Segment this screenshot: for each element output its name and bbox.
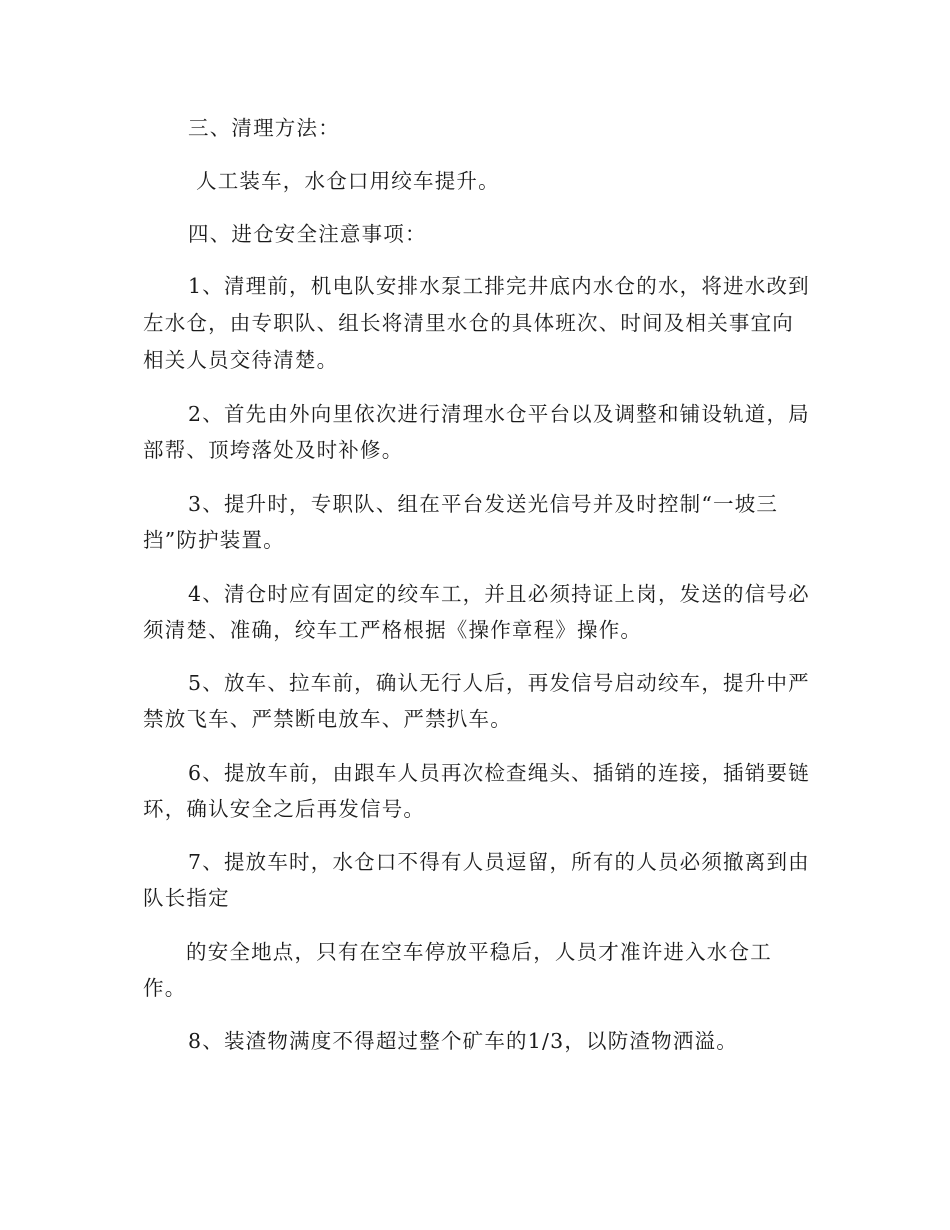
item-1-line-3: 相关人员交待清楚。 xyxy=(143,348,339,372)
item-3-line-2: 挡”防护装置。 xyxy=(143,528,285,552)
item-2-line-1: 2、首先由外向里依次进行清理水仓平台以及调整和铺设轨道，局 xyxy=(188,402,810,426)
item-5-line-2: 禁放飞车、严禁断电放车、严禁扒车。 xyxy=(143,707,512,731)
item-4-line-1: 4、清仓时应有固定的绞车工，并且必须持证上岗，发送的信号必 xyxy=(188,582,810,606)
item-1-line-2: 左水仓，由专职队、组长将清里水仓的具体班次、时间及相关事宜向 xyxy=(143,311,794,335)
item-7-line-1: 7、提放车时，水仓口不得有人员逗留，所有的人员必须撤离到由 xyxy=(188,850,810,874)
item-6-line-2: 环，确认安全之后再发信号。 xyxy=(143,797,426,821)
item-1-line-1: 1、清理前，机电队安排水泵工排完井底内水仓的水，将进水改到 xyxy=(188,274,810,298)
section-4-heading: 四、进仓安全注意事项： xyxy=(188,222,427,246)
section-3-heading: 三、清理方法： xyxy=(188,116,340,140)
item-7-cont-line-2: 作。 xyxy=(143,976,187,1000)
item-4-line-2: 须清楚、准确，绞车工严格根据《操作章程》操作。 xyxy=(143,618,643,642)
item-7-cont-line-1: 的安全地点，只有在空车停放平稳后，人员才准许进入水仓工 xyxy=(186,940,772,964)
item-2-line-2: 部帮、顶垮落处及时补修。 xyxy=(143,438,404,462)
item-3-line-1: 3、提升时，专职队、组在平台发送光信号并及时控制“一坡三 xyxy=(188,492,779,516)
item-5-line-1: 5、放车、拉车前，确认无行人后，再发信号启动绞车，提升中严 xyxy=(188,671,810,695)
item-6-line-1: 6、提放车前，由跟车人员再次检查绳头、插销的连接，插销要链 xyxy=(188,761,810,785)
item-7-line-2: 队长指定 xyxy=(143,886,230,910)
section-3-text: 人工装车，水仓口用绞车提升。 xyxy=(196,169,500,193)
item-8-line-1: 8、装渣物满度不得超过整个矿车的1/3，以防渣物洒溢。 xyxy=(188,1029,738,1053)
